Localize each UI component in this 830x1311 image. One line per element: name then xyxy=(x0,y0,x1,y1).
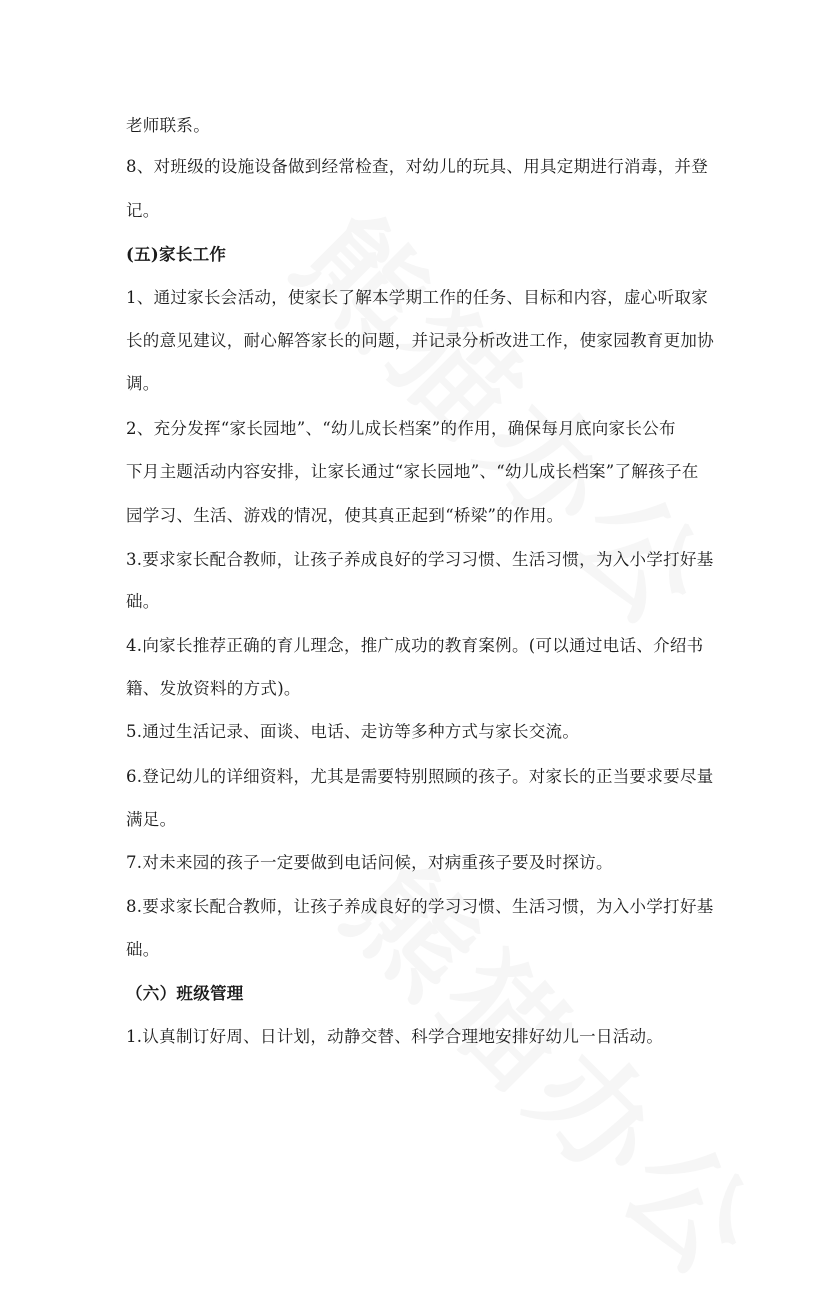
paragraph-line: 3.要求家长配合教师，让孩子养成良好的学习习惯、生活习惯，为入小学打好基 xyxy=(126,550,714,569)
paragraph-line: 6.登记幼儿的详细资料，尤其是需要特别照顾的孩子。对家长的正当要求要尽量 xyxy=(126,767,714,786)
paragraph-line: 8、对班级的设施设备做到经常检查，对幼儿的玩具、用具定期进行消毒，并登 xyxy=(126,157,708,176)
paragraph-line: 长的意见建议，耐心解答家长的问题，并记录分析改进工作，使家园教育更加协 xyxy=(126,331,714,350)
paragraph-line: 5.通过生活记录、面谈、电话、走访等多种方式与家长交流。 xyxy=(126,722,580,741)
section-heading: （六）班级管理 xyxy=(126,984,244,1003)
paragraph-line: 调。 xyxy=(126,374,160,393)
paragraph-line: 老师联系。 xyxy=(126,116,210,135)
paragraph-line: 记。 xyxy=(126,201,160,220)
watermark xyxy=(315,821,804,1310)
paragraph-line: 8.要求家长配合教师，让孩子养成良好的学习习惯、生活习惯，为入小学打好基 xyxy=(126,897,714,916)
paragraph-line: 园学习、生活、游戏的情况，使其真正起到“桥梁”的作用。 xyxy=(126,506,564,525)
paragraph-line: 1.认真制订好周、日计划，动静交替、科学合理地安排好幼儿一日活动。 xyxy=(126,1027,664,1046)
paragraph-line: 满足。 xyxy=(126,810,177,829)
section-heading: (五)家长工作 xyxy=(126,245,227,264)
paragraph-line: 籍、发放资料的方式)。 xyxy=(126,679,301,698)
paragraph-line: 下月主题活动内容安排，让家长通过“家长园地”、“幼儿成长档案”了解孩子在 xyxy=(126,462,699,481)
paragraph-line: 1、通过家长会活动，使家长了解本学期工作的任务、目标和内容，虚心听取家 xyxy=(126,288,708,307)
paragraph-line: 础。 xyxy=(126,592,160,611)
paragraph-line: 4.向家长推荐正确的育儿理念，推广成功的教育案例。(可以通过电话、介绍书 xyxy=(126,636,704,655)
paragraph-line: 7.对未来园的孩子一定要做到电话问候，对病重孩子要及时探访。 xyxy=(126,853,613,872)
paragraph-line: 础。 xyxy=(126,940,160,959)
paragraph-line: 2、充分发挥“家长园地”、“幼儿成长档案”的作用，确保每月底向家长公布 xyxy=(126,419,676,438)
